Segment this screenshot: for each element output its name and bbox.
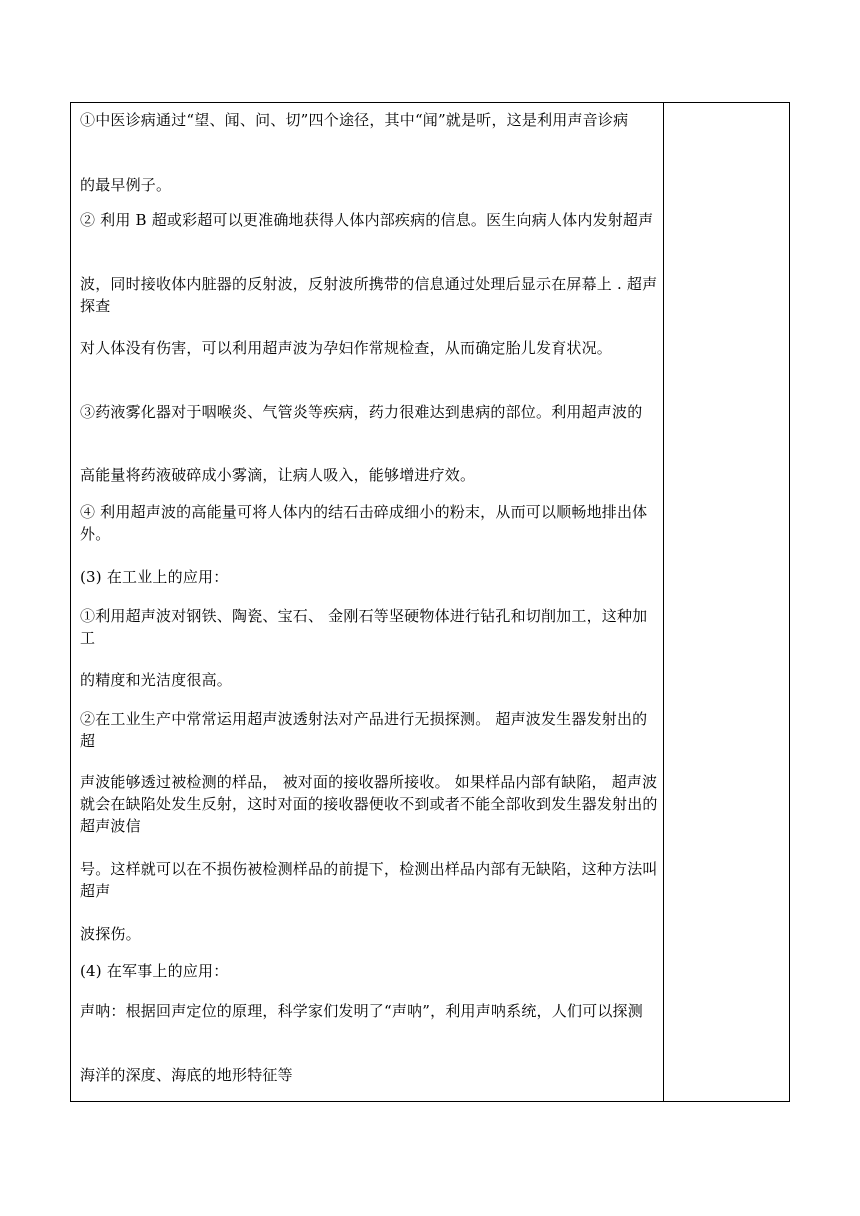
paragraph: 声呐：根据回声定位的原理，科学家们发明了“声呐”，利用声呐系统，人们可以探测 <box>80 1002 643 1020</box>
paragraph: 对人体没有伤害，可以利用超声波为孕妇作常规检查，从而确定胎儿发育状况。 <box>80 339 613 357</box>
paragraph: ②在工业生产中常常运用超声波透射法对产品进行无损探测。 超声波发生器发射出的超 <box>80 710 648 750</box>
paragraph: 的最早例子。 <box>80 176 172 194</box>
paragraph: ①利用超声波对钢铁、陶瓷、宝石、 金刚石等坚硬物体进行钻孔和切削加工，这种加工 <box>80 607 648 647</box>
paragraph: 海洋的深度、海底的地形特征等 <box>80 1066 293 1084</box>
paragraph: 声波能够透过被检测的样品， 被对面的接收器所接收。 如果样品内部有缺陷， 超声波就会在缺陷处发生反射，这时对面的接收器便收不到或者不能全部收到发生器发射出的超声波信 <box>80 773 658 835</box>
paragraph: ④ 利用超声波的高能量可将人体内的结石击碎成细小的粉末，从而可以顺畅地排出体外。 <box>80 503 648 543</box>
paragraph: 波探伤。 <box>80 925 141 943</box>
paragraph: ③药液雾化器对于咽喉炎、气管炎等疾病，药力很难达到患病的部位。利用超声波的 <box>80 403 643 421</box>
section-heading: (3) 在工业上的应用： <box>80 568 229 586</box>
section-heading: (4) 在军事上的应用： <box>80 962 229 980</box>
side-empty-cell <box>664 103 789 1101</box>
paragraph: 高能量将药液破碎成小雾滴，让病人吸入，能够增进疗效。 <box>80 466 476 484</box>
paragraph: 号。这样就可以在不损伤被检测样品的前提下，检测出样品内部有无缺陷，这种方法叫超声 <box>80 860 658 900</box>
paragraph: 的精度和光洁度很高。 <box>80 671 233 689</box>
content-table <box>70 102 790 1102</box>
paragraph: ② 利用 B 超或彩超可以更准确地获得人体内部疾病的信息。医生向病人体内发射超声 <box>80 211 654 229</box>
paragraph: 波，同时接收体内脏器的反射波，反射波所携带的信息通过处理后显示在屏幕上 . 超声探查 <box>80 275 658 315</box>
paragraph: ①中医诊病通过“望、闻、问、切”四个途径，其中“闻”就是听，这是利用声音诊病 <box>80 111 629 129</box>
main-text-cell <box>71 103 664 1101</box>
